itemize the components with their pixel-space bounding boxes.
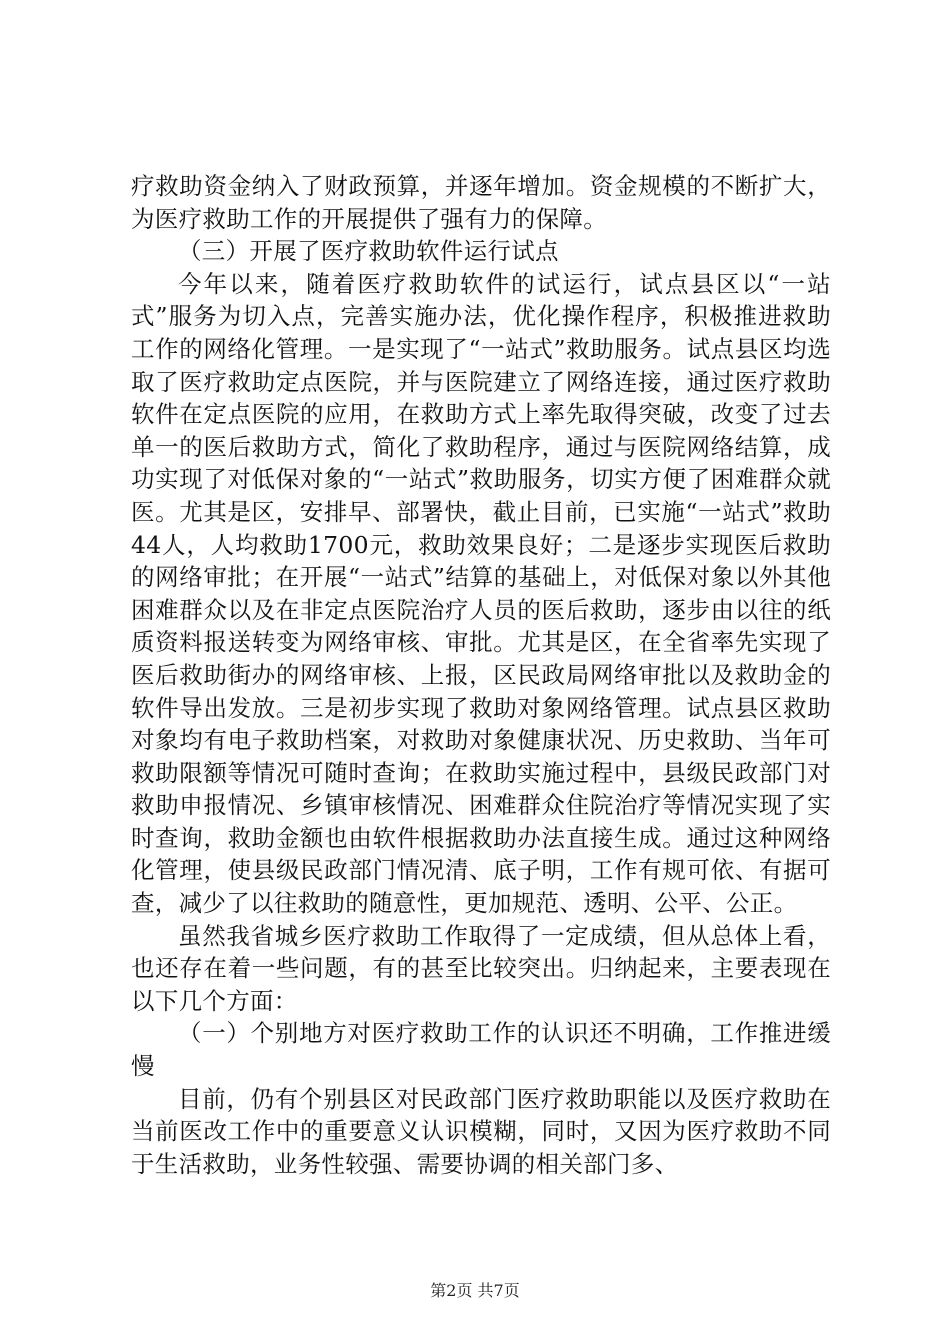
document-body	[131, 170, 831, 1180]
paragraph-4: 虽然我省城乡医疗救助工作取得了一定成绩，但从总体上看，也还存在着一些问题，有的甚至比较突出。归纳起来，主要表现在以下几个方面：	[131, 921, 831, 1015]
paragraph-6: 目前，仍有个别县区对民政部门医疗救助职能以及医疗救助在当前医改工作中的重要意义认识模糊，同时，又因为医疗救助不同于生活救助，业务性较强、需要协调的相关部门多、	[131, 1084, 831, 1178]
section-heading-1: （一）个别地方对医疗救助工作的认识还不明确，工作推进缓慢	[131, 1019, 831, 1081]
section-heading-3: （三）开展了医疗救助软件运行试点	[178, 237, 559, 266]
paragraph-1: 疗救助资金纳入了财政预算，并逐年增加。资金规模的不断扩大，为医疗救助工作的开展提供了强有力的保障。	[131, 172, 831, 233]
paragraph-3: 今年以来，随着医疗救助软件的试运行，试点县区以“一站式”服务为切入点，完善实施办法，优化操作程序，积极推进救助工作的网络化管理。一是实现了“一站式”救助服务。试点县区均选取了医疗救助定点医院，并与医院建立了网络连接，通过医疗救助软件在定点医院的应用，在救助方式上率先取得突破，改变了过去单一的医后救助方式，简化了救助程序，通过与医院网络结算，成功实现了对低保对象的“一站式”救助服务，切实方便了困难群众就医。尤其是区，安排早、部署快，截止目前，已实施“一站式”救助44人，人均救助1700元，救助效果良好；二是逐步实现医后救助的网络审批；在开展“一站式”结算的基础上，对低保对象以外其他困难群众以及在非定点医院治疗人员的医后救助，逐步由以往的纸质资料报送转变为网络审核、审批。尤其是区，在全省率先实现了医后救助街办的网络审核、上报，区民政局网络审批以及救助金的软件导出发放。三是初步实现了救助对象网络管理。试点县区救助对象均有电子救助档案，对救助对象健康状况、历史救助、当年可救助限额等情况可随时查询；在救助实施过程中，县级民政部门对救助申报情况、乡镇审核情况、困难群众住院治疗等情况实现了实时查询，救助金额也由软件根据救助办法直接生成。通过这种网络化管理，使县级民政部门情况清、底子明，工作有规可依、有据可查，减少了以往救助的随意性，更加规范、透明、公平、公正。	[131, 269, 831, 918]
page-footer: 第2页 共7页	[430, 1281, 520, 1300]
